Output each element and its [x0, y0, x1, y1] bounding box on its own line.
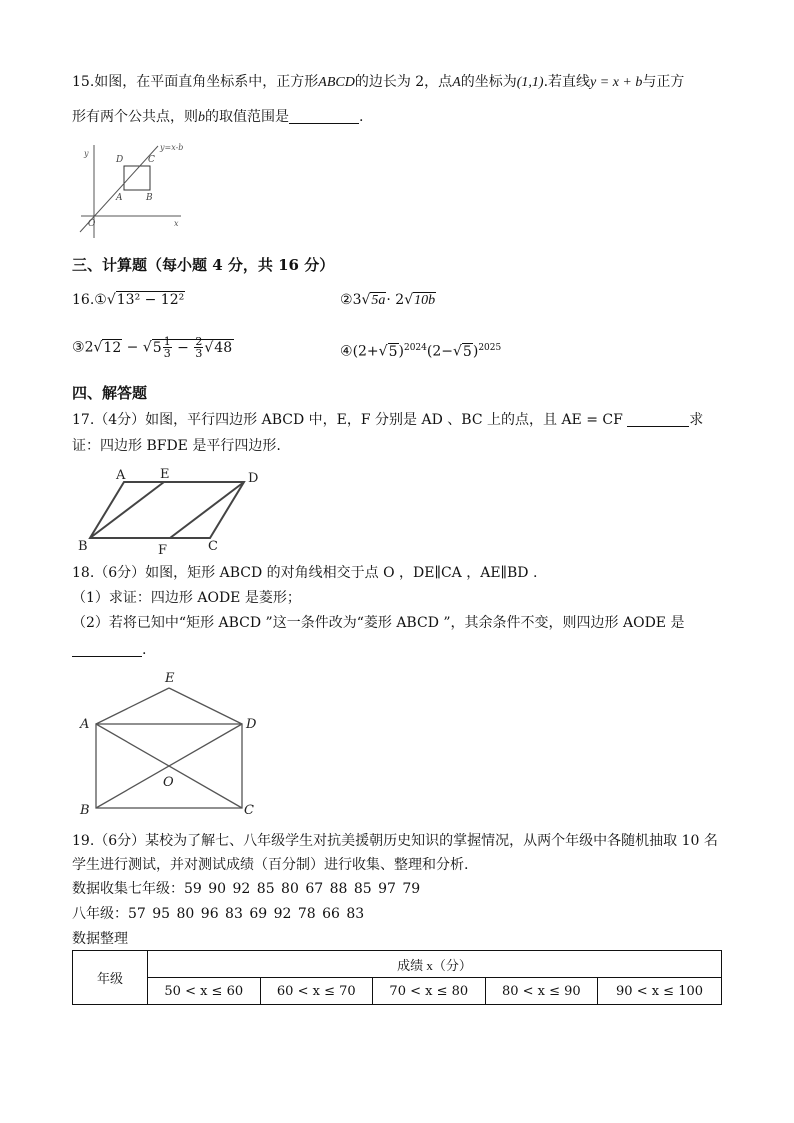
math-b: b [198, 110, 205, 125]
radicand: 10b [414, 293, 436, 308]
segment-ae [96, 688, 169, 724]
math-abcd: ABCD [318, 75, 355, 90]
q16-part-4: $④(2+√5)^{2024}(2-√5)^{2025}$ [340, 343, 502, 360]
q16-part-1: 16.①√13² − 12² [72, 292, 185, 308]
radicand: 48 [214, 339, 233, 356]
radicand: 5 [388, 343, 398, 360]
grade-header: 年级 [73, 951, 148, 1005]
label-x: x [174, 219, 179, 228]
label-a: A [116, 468, 126, 483]
q17-line-1 [72, 410, 703, 430]
label-a: A [80, 717, 90, 732]
answer-blank [289, 109, 359, 124]
label-d: D [246, 717, 257, 732]
exponent: 2024 [403, 343, 427, 353]
math-a: A [452, 75, 461, 90]
label-d: D [116, 155, 124, 165]
math-equation: y = x + b [590, 75, 643, 90]
q15-line-1 [72, 72, 684, 93]
q15-text: 的取值范围是 [205, 109, 289, 125]
q15-text: 的坐标为 [460, 74, 517, 90]
section-4-title: 四、解答题 [72, 384, 148, 402]
segment-fd [170, 482, 244, 538]
whole-part: 5 [152, 339, 162, 356]
q18-line-1: 18.（6分）如图，矩形 ABCD 的对角线相交于点 O ，DE∥CA ，AE∥BD . [72, 565, 538, 581]
answer-blank [627, 412, 689, 427]
q16-part-3: ③2√12 − √5 $\frac{1}{3}$ − $\frac{2}{3}$ √48 [72, 335, 233, 360]
q15-text: 形有两个公共点，则 [72, 109, 198, 125]
q16-label: ② [340, 292, 353, 308]
label-c: C [208, 539, 218, 554]
radicand-compound: 5 $\frac{1}{3}$ − $\frac{2}{3}$ √48 [152, 335, 233, 360]
line-label: y=x-b [160, 143, 184, 152]
label-y: y [84, 149, 89, 158]
q16-label: ③ [72, 339, 85, 356]
range-cell: 70 < x ≤ 80 [373, 978, 486, 1005]
q15-text: 与正方 [642, 74, 685, 90]
section-3-title: 三、计算题（每小题 4 分，共 16 分） [72, 256, 335, 274]
label-o: O [88, 219, 96, 229]
q19-line-2: 学生进行测试，并对测试成绩（百分制）进行收集、整理和分析. [72, 857, 469, 873]
q18-line-2: （1）求证：四边形 AODE 是菱形； [72, 590, 301, 606]
fraction [163, 336, 172, 359]
numerator: 2 [195, 335, 203, 348]
range-cell: 60 < x ≤ 70 [260, 978, 373, 1005]
coef: · 2 [386, 292, 405, 308]
coef: 2 [84, 339, 94, 356]
q17-text: 17.（4分）如图，平行四边形 ABCD 中，E，F 分别是 AD 、BC 上的点，且 AE = CF [72, 412, 623, 428]
segment-de [169, 688, 242, 724]
q15-figure [76, 140, 186, 240]
label-c: C [244, 803, 254, 818]
table-header-row [73, 951, 722, 978]
q15-text: 15.如图，在平面直角坐标系中，正方形 [72, 74, 319, 90]
q18-figure [72, 668, 272, 820]
denominator: 3 [195, 347, 203, 360]
range-cell: 50 < x ≤ 60 [148, 978, 261, 1005]
radicand: 12 [103, 339, 122, 356]
score-table [72, 950, 722, 1005]
math-coord: (1,1) [516, 75, 544, 90]
q16-label: ④ [340, 343, 353, 360]
q16-label: 16.① [72, 292, 107, 308]
q18-line-4: . [72, 640, 146, 660]
label-c: C [148, 155, 155, 165]
exponent: 2025 [478, 343, 502, 353]
label-b: B [146, 193, 153, 203]
term: (2+ [352, 343, 379, 360]
radicand: 5a [371, 293, 386, 308]
q15-line-2: 形有两个公共点，则b的取值范围是 . [72, 109, 364, 125]
answer-blank [72, 642, 142, 657]
term: (2− [426, 343, 453, 360]
q19-grade8-data: 八年级：57 95 80 96 83 69 92 78 66 83 [72, 906, 365, 922]
label-d: D [248, 471, 259, 486]
radicand: 5 [462, 343, 472, 360]
label-e: E [160, 467, 170, 482]
range-cell: 80 < x ≤ 90 [485, 978, 598, 1005]
coef: 3 [352, 292, 362, 308]
q19-line-1: 19.（6分）某校为了解七、八年级学生对抗美援朝历史知识的掌握情况，从两个年级中各随机抽取 10 名 [72, 833, 718, 849]
q15-text: 的边长为 2，点 [354, 74, 453, 90]
q17-text: 求 [689, 412, 704, 428]
label-e: E [165, 671, 175, 686]
table-range-row [73, 978, 722, 1005]
numerator: 1 [163, 335, 171, 348]
segment-be [90, 482, 164, 538]
label-a: A [116, 193, 123, 203]
label-f: F [158, 543, 168, 558]
q16-part-2: ②3√5a· 2√10b [340, 292, 436, 308]
score-header: 成绩 x（分） [148, 951, 722, 978]
label-b: B [80, 803, 90, 818]
q18-line-3: （2）若将已知中“矩形 ABCD ”这一条件改为“菱形 ABCD ”，其余条件不变，则四边形 AODE 是 [72, 615, 685, 631]
fraction [194, 336, 203, 359]
q19-data-organize: 数据整理 [72, 931, 128, 947]
q19-grade7-data: 数据收集七年级：59 90 92 85 80 67 88 85 97 79 [72, 881, 421, 897]
label-o: O [163, 775, 174, 790]
label-b: B [78, 539, 88, 554]
parallelogram-abcd [90, 482, 244, 538]
q15-text: .若直线 [543, 74, 591, 90]
range-cell: 90 < x ≤ 100 [598, 978, 722, 1005]
q17-figure [72, 462, 272, 558]
denominator: 3 [163, 347, 171, 360]
radicand: 13² − 12² [116, 292, 185, 308]
q17-line-2: 证：四边形 BFDE 是平行四边形. [72, 438, 281, 454]
